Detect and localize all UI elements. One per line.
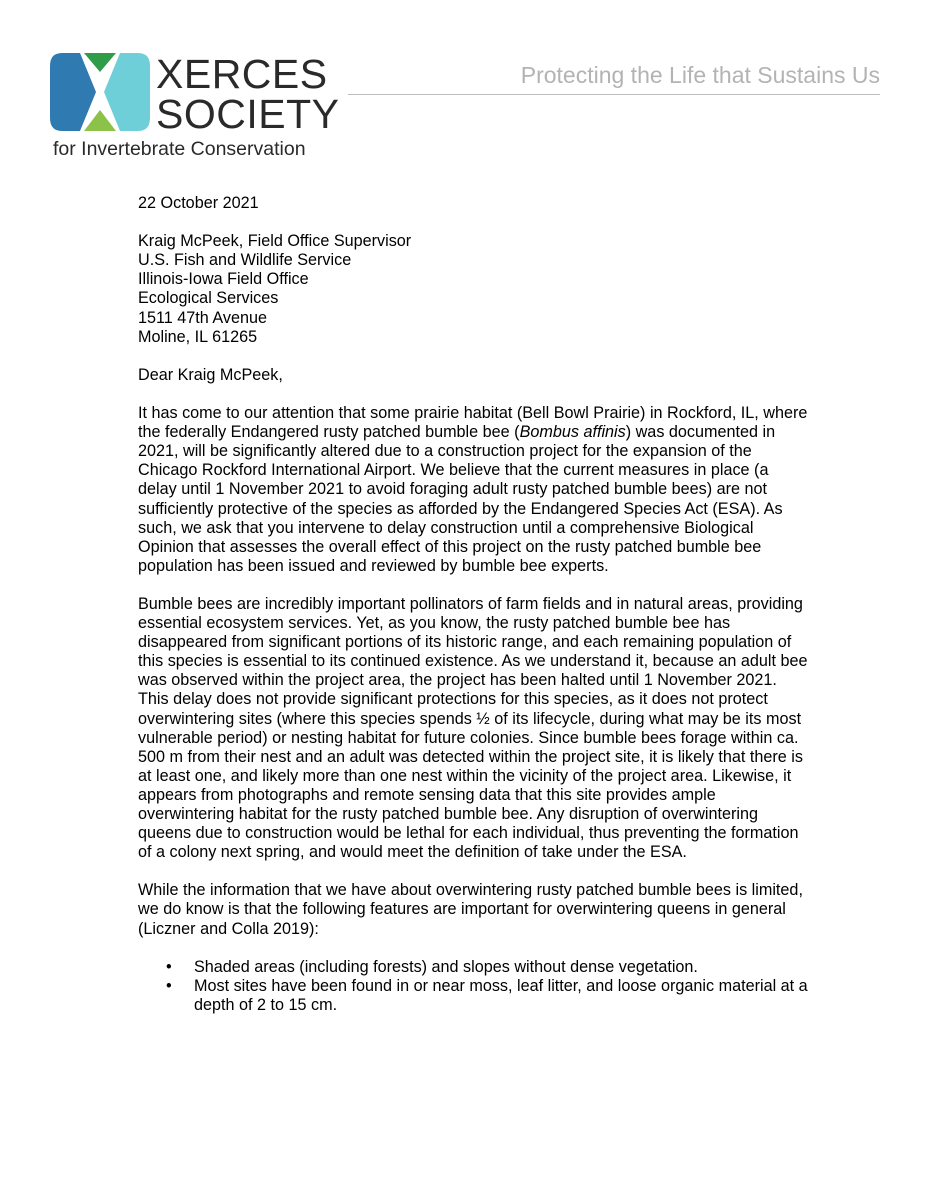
tagline: Protecting the Life that Sustains Us (520, 62, 880, 88)
letter-date: 22 October 2021 (138, 194, 259, 212)
address-line: Kraig McPeek, Field Office Supervisor (138, 232, 412, 251)
logo-bottom-triangle (84, 110, 116, 131)
species-name: Bombus affinis (519, 423, 626, 442)
address-line: 1511 47th Avenue (138, 308, 268, 327)
letter-body (138, 194, 810, 1015)
address-line: Ecological Services (138, 289, 279, 308)
address-line: Illinois-Iowa Field Office (138, 270, 309, 289)
list-item: • Shaded areas (including forests) and slopes without dense vegetation. (166, 958, 810, 977)
logo-right-shape (104, 53, 150, 131)
recipient-address (138, 232, 810, 347)
salutation: Dear Kraig McPeek, (138, 365, 283, 384)
logo-word-society: SOCIETY (156, 91, 340, 137)
address-line: Moline, IL 61265 (138, 327, 258, 346)
header-divider (348, 94, 880, 95)
paragraph-1-text-a: It has come to our attention that some prairie habitat (Bell Bowl Prairie) in Rockford, IL, where the federally Endangered rusty patched bumble bee ( (138, 404, 808, 442)
overwintering-features-list (138, 958, 810, 1015)
paragraph-1 (138, 404, 810, 576)
logo-word-xerces: XERCES (156, 51, 328, 97)
address-line: U.S. Fish and Wildlife Service (138, 251, 352, 270)
logo-subtitle: for Invertebrate Conservation (53, 138, 306, 160)
paragraph-2: Bumble bees are incredibly important pollinators of farm fields and in natural areas, providing essential ecosystem services. Yet, as you know, the rusty patched bumble bee has disappeared from significant portions of its historic range, and each remaining population of this species is essential to its continued existence. As we understand it, because an adult bee was observed within the project area, the project has been halted until 1 November 2021. This delay does not provide significant protections for this species, as it does not protect overwintering sites (where this species spends ½ of its lifecycle, during what may be its most vulnerable period) or nesting habitat for future colonies. Since bumble bees forage within ca. 500 m from their nest and an adult was detected within the project site, it is likely that there is at least one, and likely more than one nest within the vicinity of the project area. Likewise, it appears from photographs and remote sensing data that this site provides ample overwintering habitat for the rusty patched bumble bee. Any disruption of overwintering queens due to construction would be lethal for each individual, thus preventing the formation of a colony next spring, and would meet the definition of take under the ESA. (138, 594, 808, 862)
xerces-x-mark-icon (50, 50, 150, 134)
list-item: • Most sites have been found in or near moss, leaf litter, and loose organic material at a depth of 2 to 15 cm. (166, 977, 810, 1015)
paragraph-3: While the information that we have about overwintering rusty patched bumble bees is limited, we do know is that the following features are important for overwintering queens in general (Liczner and Colla 2019): (138, 881, 803, 938)
paragraph-1-text-b: ) was documented in 2021, will be significantly altered due to a construction project for the expansion of the Chicago Rockford International Airport. We believe that the current measures in place (a delay until 1 November 2021 to avoid foraging adult rusty patched bumble bees) are not sufficiently protective of the species as afforded by the Endangered Species Act (ESA). As such, we ask that you intervene to delay construction until a comprehensive Biological Opinion that assesses the overall effect of this project on the rusty patched bumble bee population has been issued and reviewed by bumble bee experts. (138, 423, 783, 575)
xerces-logo (50, 50, 350, 162)
logo-left-shape (50, 53, 96, 131)
logo-top-triangle (84, 53, 116, 72)
